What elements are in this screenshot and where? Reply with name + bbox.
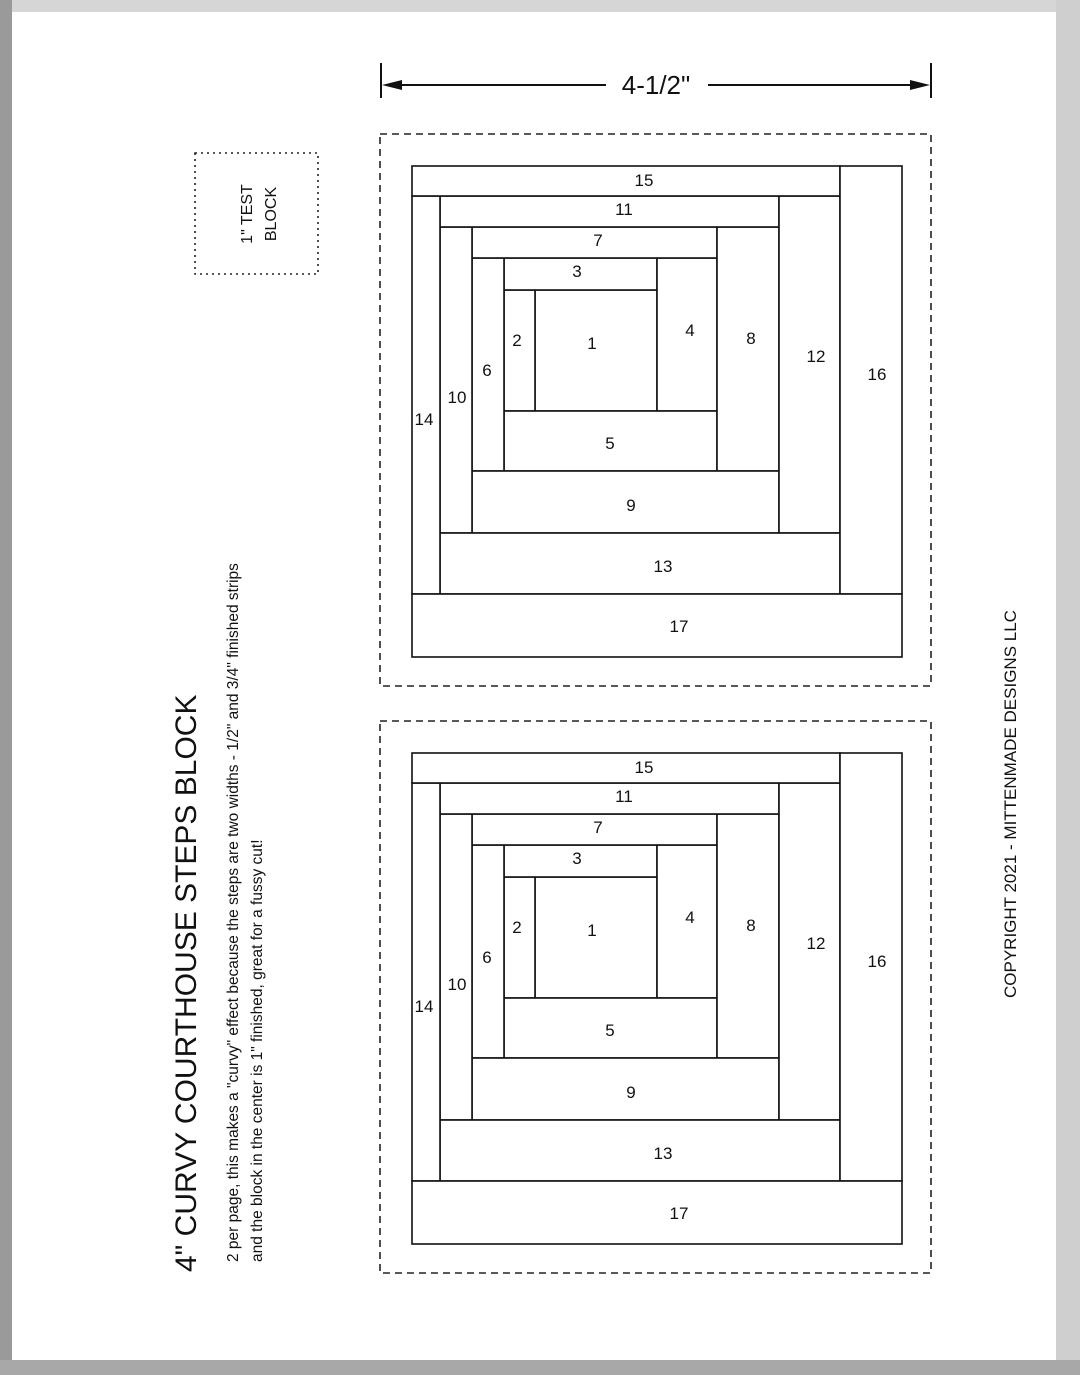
- test-block: [195, 153, 318, 274]
- block-bottom-piece-label-16: 16: [867, 952, 887, 971]
- test-block-label-1: 1" TEST: [239, 184, 256, 244]
- pattern-block-bottom: [380, 721, 931, 1273]
- block-top-piece-14: [412, 196, 440, 594]
- block-bottom-piece-label-4: 4: [685, 908, 695, 927]
- block-bottom-piece-label-15: 15: [634, 758, 654, 777]
- block-bottom-piece-label-6: 6: [482, 948, 492, 967]
- copyright-notice: COPYRIGHT 2021 - MITTENMADE DESIGNS LLC: [1001, 610, 1020, 998]
- block-top-piece-label-4: 4: [685, 321, 695, 340]
- block-top-piece-label-16: 16: [867, 365, 887, 384]
- dimension-label: 4-1/2": [621, 70, 691, 100]
- block-top-piece-label-8: 8: [746, 329, 756, 348]
- block-top-piece-label-5: 5: [605, 434, 615, 453]
- test-block-label-2: BLOCK: [263, 186, 280, 242]
- block-top-piece-label-13: 13: [653, 557, 673, 576]
- description-line-1: 2 per page, this makes a "curvy" effect because the steps are two widths - 1/2" and 3/4" finished strips: [225, 563, 242, 1262]
- block-top-piece-label-17: 17: [669, 617, 689, 636]
- block-bottom-piece-8: [717, 814, 779, 1058]
- block-bottom-piece-label-3: 3: [572, 849, 582, 868]
- block-bottom-piece-15: [412, 753, 840, 783]
- block-top-piece-13: [440, 533, 840, 594]
- block-bottom-piece-label-10: 10: [447, 975, 467, 994]
- block-top-piece-17: [412, 594, 902, 657]
- block-bottom-piece-label-8: 8: [746, 916, 756, 935]
- block-top-piece-10: [440, 227, 472, 533]
- block-top-piece-label-10: 10: [447, 388, 467, 407]
- block-bottom-piece-2: [504, 877, 535, 998]
- block-top-piece-11: [440, 196, 779, 227]
- block-top-piece-label-6: 6: [482, 361, 492, 380]
- block-top-piece-label-9: 9: [626, 496, 636, 515]
- page-title: 4" CURVY COURTHOUSE STEPS BLOCK: [170, 694, 203, 1272]
- block-bottom-piece-11: [440, 783, 779, 814]
- block-top-piece-label-3: 3: [572, 262, 582, 281]
- block-bottom-piece-label-13: 13: [653, 1144, 673, 1163]
- description-line-2: and the block in the center is 1" finished, great for a fussy cut!: [249, 839, 266, 1262]
- block-bottom-piece-label-7: 7: [593, 818, 603, 837]
- block-top-piece-label-7: 7: [593, 231, 603, 250]
- block-top-piece-label-11: 11: [615, 200, 633, 219]
- block-top-piece-label-2: 2: [512, 331, 522, 350]
- block-bottom-piece-label-2: 2: [512, 918, 522, 937]
- block-bottom-piece-label-11: 11: [615, 787, 633, 806]
- block-top-piece-label-1: 1: [587, 334, 597, 353]
- block-bottom-piece-10: [440, 814, 472, 1120]
- block-bottom-piece-label-12: 12: [806, 934, 826, 953]
- block-bottom-piece-13: [440, 1120, 840, 1181]
- block-top-piece-label-12: 12: [806, 347, 826, 366]
- block-bottom-piece-label-9: 9: [626, 1083, 636, 1102]
- block-bottom-piece-17: [412, 1181, 902, 1244]
- block-top-piece-label-14: 14: [414, 410, 434, 429]
- block-bottom-piece-label-1: 1: [587, 921, 597, 940]
- block-top-piece-8: [717, 227, 779, 471]
- block-bottom-piece-label-14: 14: [414, 997, 434, 1016]
- block-top-piece-2: [504, 290, 535, 411]
- block-bottom-piece-label-5: 5: [605, 1021, 615, 1040]
- block-bottom-piece-14: [412, 783, 440, 1181]
- pattern-block-top: [380, 134, 931, 686]
- block-bottom-piece-label-17: 17: [669, 1204, 689, 1223]
- block-top-piece-label-15: 15: [634, 171, 654, 190]
- block-top-piece-15: [412, 166, 840, 196]
